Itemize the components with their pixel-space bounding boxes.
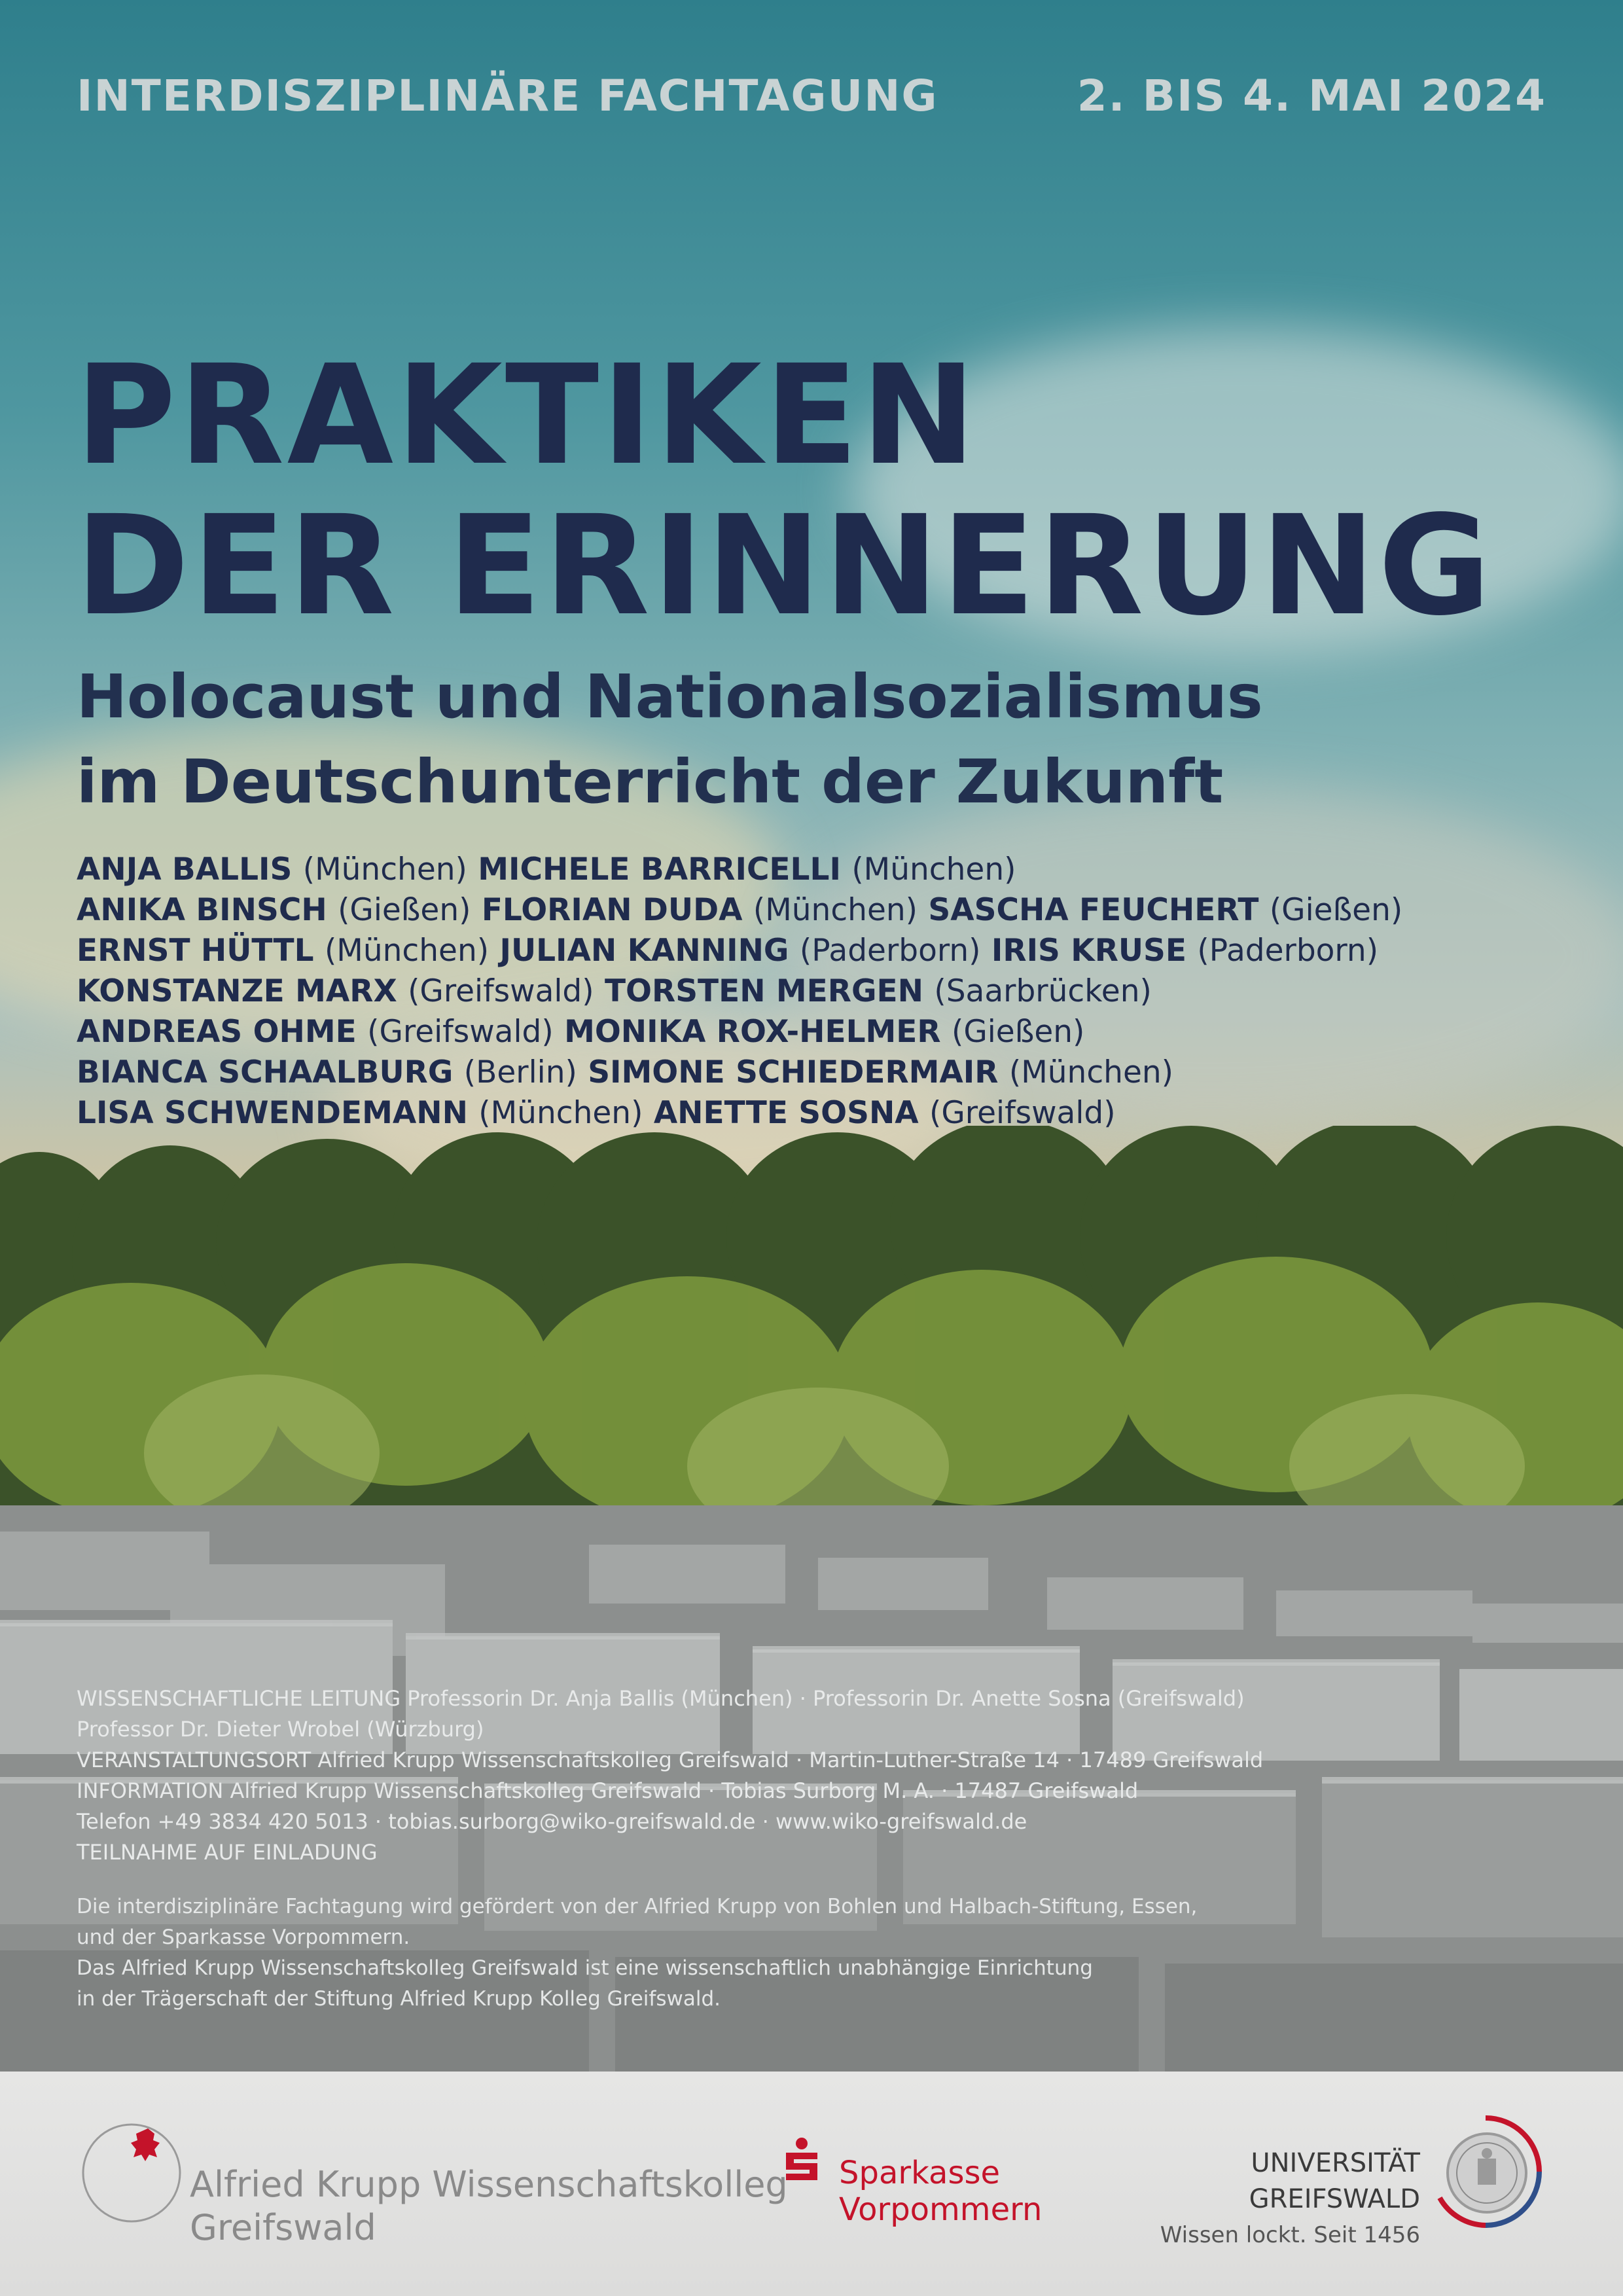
- speaker-name: MICHELE BARRICELLI: [478, 852, 841, 888]
- speaker-name: ANIKA BINSCH: [77, 892, 327, 928]
- sparkasse-line-2: Vorpommern: [839, 2191, 1043, 2228]
- university-seal-icon: [1427, 2113, 1544, 2231]
- akw-line-1: Alfried Krupp Wissenschaftskolleg: [190, 2164, 788, 2205]
- speaker-place: (Paderborn): [1197, 933, 1379, 969]
- speaker-name: ANJA BALLIS: [77, 852, 293, 888]
- speaker-name: SASCHA FEUCHERT: [928, 892, 1259, 928]
- speaker-list: [77, 850, 1402, 1134]
- info-label: VERANSTALTUNGSORT: [77, 1748, 312, 1772]
- event-type: INTERDISZIPLINÄRE FACHTAGUNG: [77, 71, 938, 121]
- speaker-place: (Gießen): [338, 892, 471, 928]
- note-line: und der Sparkasse Vorpommern.: [77, 1926, 410, 1949]
- speaker-name: IRIS KRUSE: [991, 933, 1187, 969]
- speaker-place: (Greifswald): [929, 1095, 1116, 1131]
- speaker-place: (München): [1008, 1054, 1173, 1090]
- speaker-place: (Saarbrücken): [934, 973, 1152, 1009]
- speaker-place: (Berlin): [463, 1054, 577, 1090]
- speaker-line: [77, 1012, 1402, 1052]
- speaker-place: (München): [851, 852, 1016, 888]
- info-value: Alfried Krupp Wissenschaftskolleg Greifswald · Tobias Surborg M. A. · 17487 Greifswald: [230, 1778, 1139, 1803]
- speaker-place: (Paderborn): [799, 933, 981, 969]
- info-label: INFORMATION: [77, 1778, 224, 1803]
- speaker-line: [77, 890, 1402, 931]
- info-value: Alfried Krupp Wissenschaftskolleg Greifswald · Martin-Luther-Straße 14 · 17489 Greifswald: [317, 1748, 1264, 1772]
- info-contact: Telefon +49 3834 420 5013 · tobias.surborg@wiko-greifswald.de · www.wiko-greifswald.de: [77, 1809, 1027, 1834]
- speaker-name: KONSTANZE MARX: [77, 973, 397, 1009]
- speaker-name: FLORIAN DUDA: [481, 892, 743, 928]
- speaker-line: [77, 1052, 1402, 1093]
- speaker-name: ERNST HÜTTL: [77, 933, 314, 969]
- info-value: Professorin Dr. Anja Ballis (München) · Professorin Dr. Anette Sosna (Greifswald): [407, 1686, 1245, 1711]
- uni-logo-text: [1116, 2145, 1420, 2253]
- info-label: WISSENSCHAFTLICHE LEITUNG: [77, 1686, 401, 1711]
- speaker-name: JULIAN KANNING: [499, 933, 789, 969]
- speaker-place: (München): [302, 852, 467, 888]
- note-line: Das Alfried Krupp Wissenschaftskolleg Greifswald ist eine wissenschaftlich unabhängige Einrichtung: [77, 1956, 1093, 1980]
- note-line: in der Trägerschaft der Stiftung Alfried Krupp Kolleg Greifswald.: [77, 1987, 721, 2011]
- speaker-name: BIANCA SCHAALBURG: [77, 1054, 454, 1090]
- funding-notes: [77, 1892, 1197, 2015]
- speaker-place: (Greifswald): [408, 973, 594, 1009]
- speaker-place: (Gießen): [951, 1014, 1085, 1050]
- sparkasse-icon: [782, 2137, 821, 2183]
- title-line-1: PRAKTIKEN: [75, 335, 979, 495]
- subtitle: [77, 655, 1263, 825]
- sparkasse-logo-text: [839, 2155, 1042, 2228]
- speaker-line: [77, 931, 1402, 971]
- speaker-line: [77, 971, 1402, 1012]
- speaker-place: (München): [753, 892, 918, 928]
- info-leitung: [77, 1683, 1263, 1714]
- sparkasse-line-1: Sparkasse: [839, 2155, 1000, 2191]
- info-information: [77, 1776, 1263, 1806]
- speaker-line: [77, 850, 1402, 890]
- speaker-name: SIMONE SCHIEDERMAIR: [588, 1054, 999, 1090]
- akw-line-2: Greifswald: [190, 2207, 376, 2248]
- title-line-2: DER ERINNERUNG: [75, 486, 1494, 646]
- note-line: Die interdisziplinäre Fachtagung wird gefördert von der Alfried Krupp von Bohlen und Halbach-Stiftung, Essen,: [77, 1895, 1198, 1918]
- speaker-line: [77, 1093, 1402, 1134]
- info-ort: [77, 1745, 1263, 1776]
- akw-logo-icon: [76, 2114, 187, 2225]
- speaker-place: (Gießen): [1269, 892, 1403, 928]
- uni-name: UNIVERSITÄT GREIFSWALD: [1249, 2148, 1420, 2214]
- speaker-place: (Greifswald): [367, 1014, 554, 1050]
- speaker-place: (München): [324, 933, 490, 969]
- speaker-name: TORSTEN MERGEN: [604, 973, 923, 1009]
- subtitle-line-2: im Deutschunterricht der Zukunft: [77, 747, 1224, 817]
- speaker-name: MONIKA ROX-HELMER: [564, 1014, 941, 1050]
- subtitle-line-1: Holocaust und Nationalsozialismus: [77, 662, 1263, 732]
- speaker-name: ANETTE SOSNA: [653, 1095, 919, 1131]
- info-block: [77, 1683, 1263, 1868]
- speaker-place: (München): [478, 1095, 643, 1131]
- akw-logo-text: [190, 2163, 788, 2250]
- speaker-name: LISA SCHWENDEMANN: [77, 1095, 468, 1131]
- event-date: 2. BIS 4. MAI 2024: [1077, 71, 1546, 121]
- info-teilnahme: TEILNAHME AUF EINLADUNG: [77, 1840, 378, 1865]
- info-leitung-2: Professor Dr. Dieter Wrobel (Würzburg): [77, 1717, 484, 1742]
- speaker-name: ANDREAS OHME: [77, 1014, 357, 1050]
- uni-tagline: Wissen lockt. Seit 1456: [1160, 2222, 1420, 2248]
